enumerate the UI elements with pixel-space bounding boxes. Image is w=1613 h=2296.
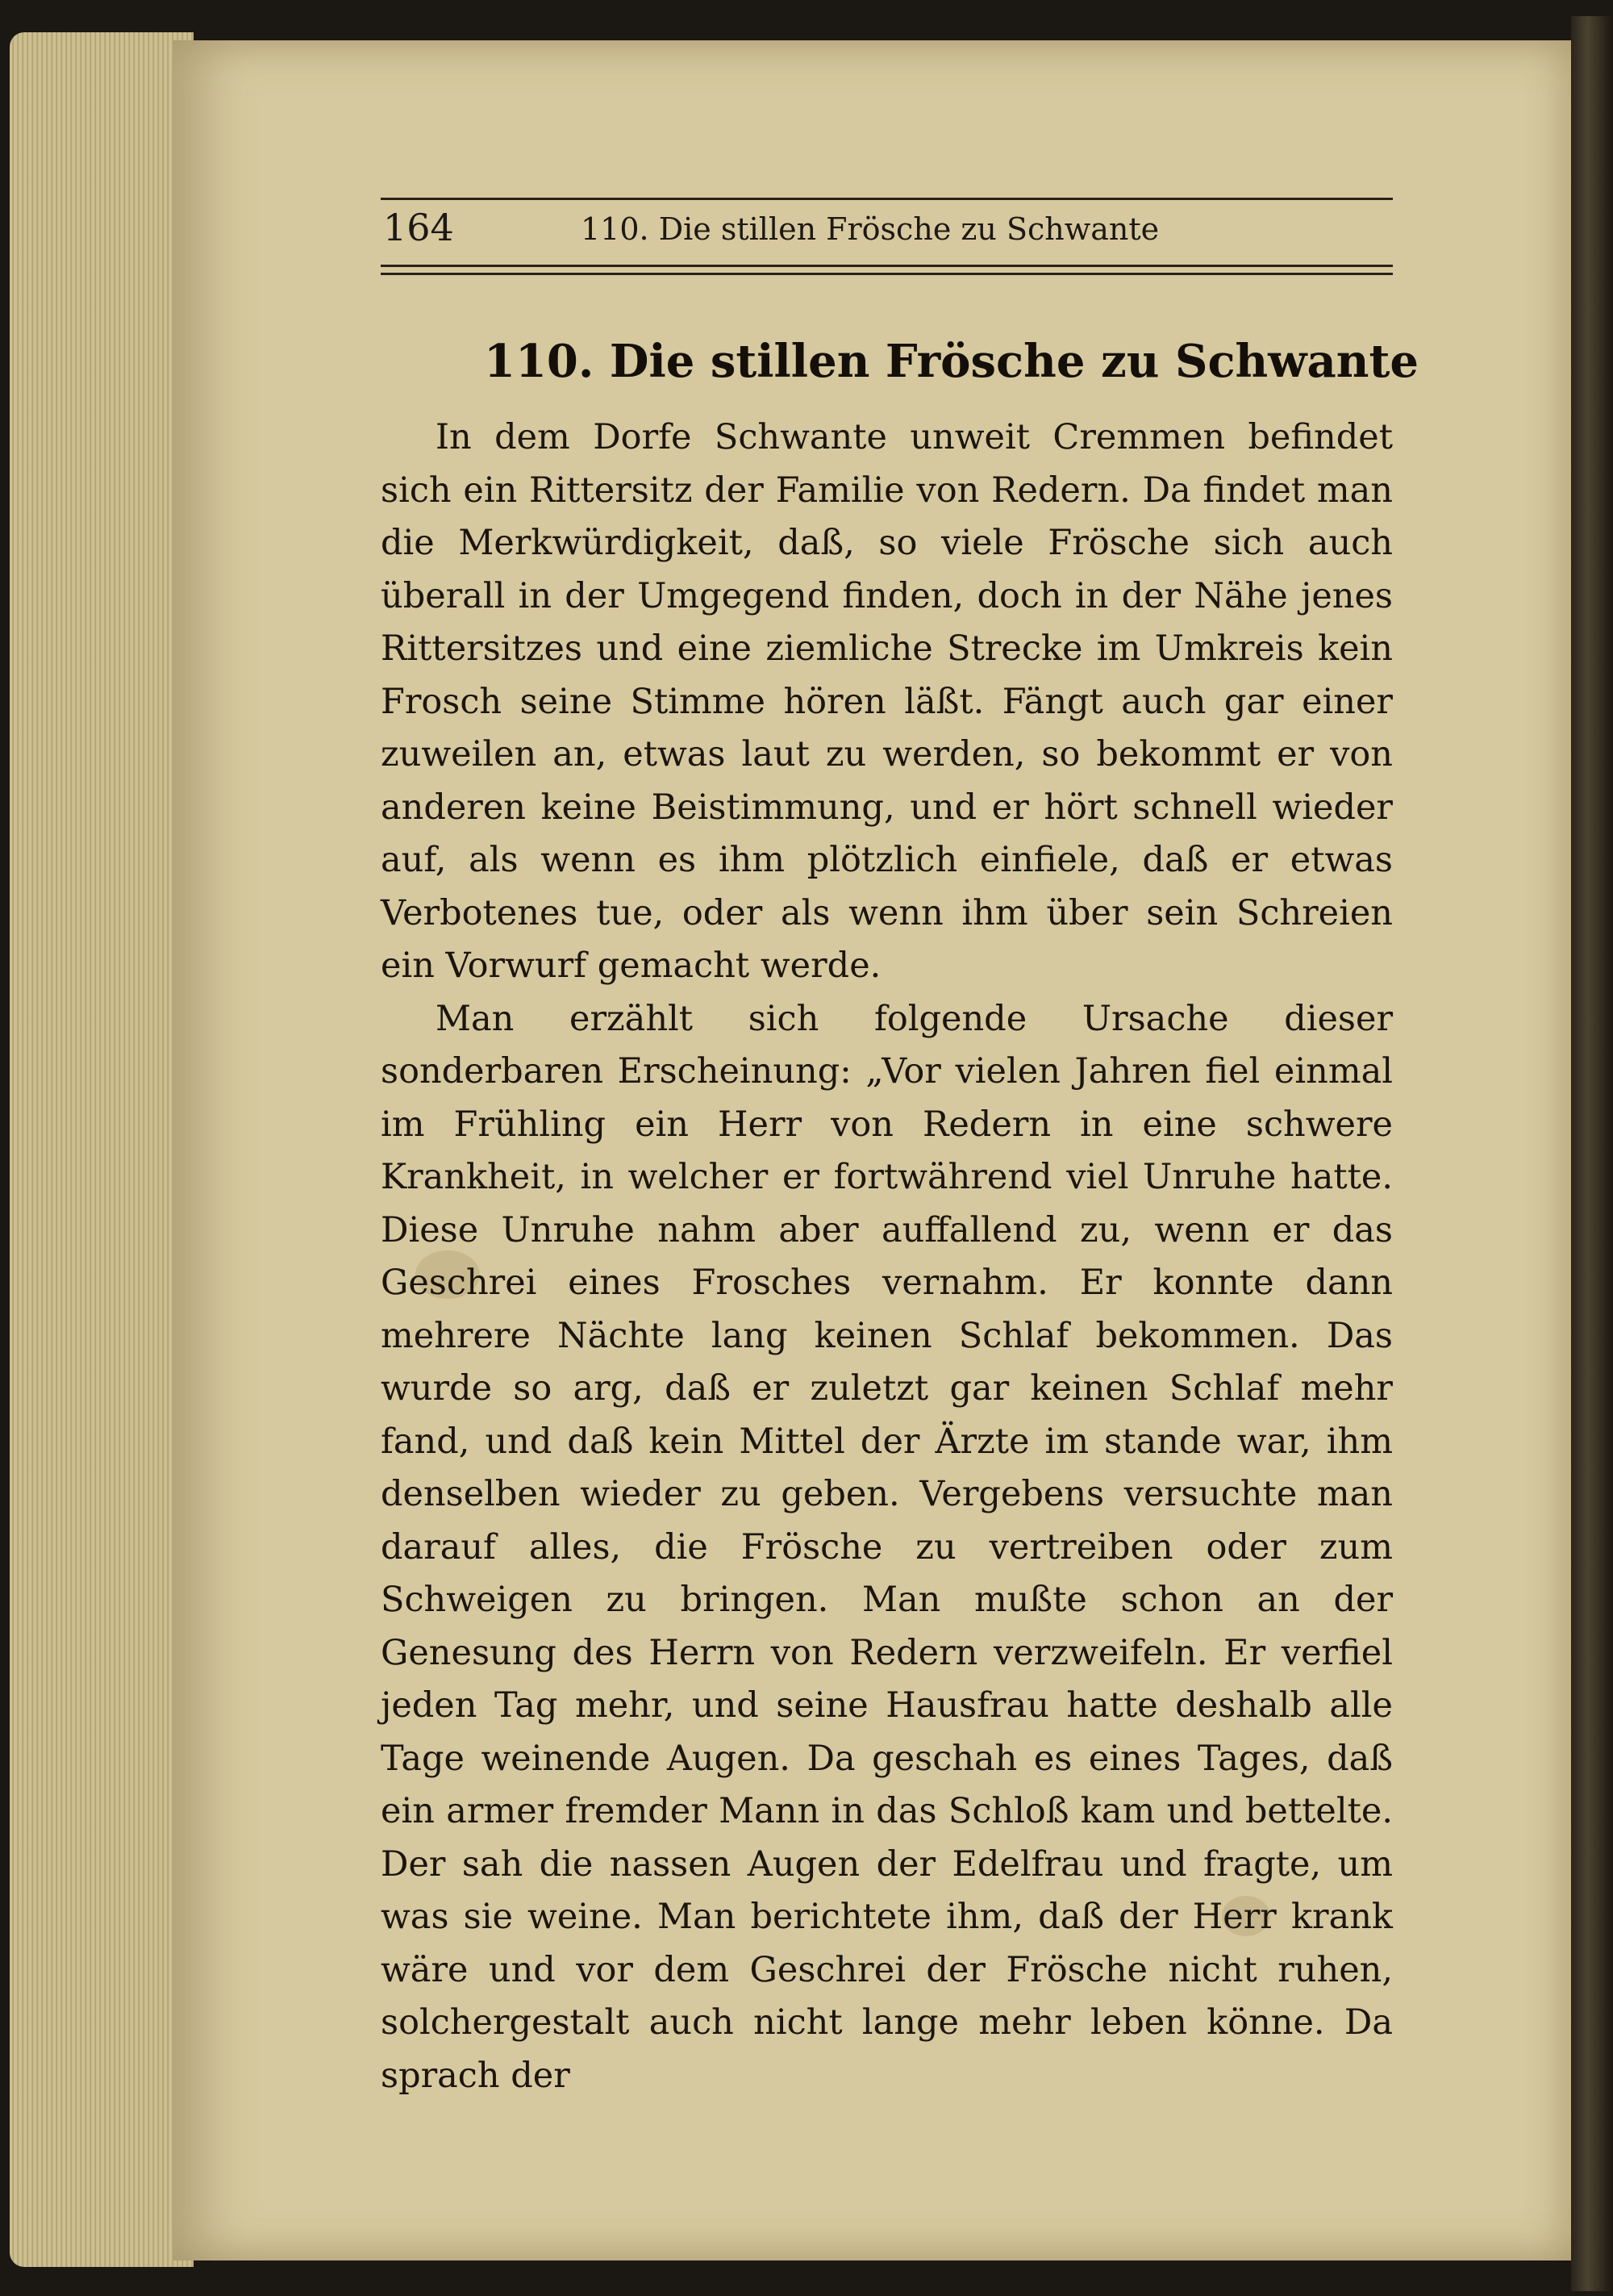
page-number: 164 xyxy=(383,206,454,249)
page-stack-edge xyxy=(10,32,194,2267)
header-rule xyxy=(381,273,1393,275)
header-rule xyxy=(381,265,1393,267)
header-rule xyxy=(381,198,1393,200)
chapter-title: 110. Die stillen Frösche zu Schwante xyxy=(484,335,1419,388)
body-text xyxy=(381,411,1393,2102)
paragraph: Man erzählt sich folgende Ursache dieser sonderbaren Erscheinung: „Vor vielen Jahren fiel einmal im Frühling ein Herr von Redern in eine schwere Krankheit, in welcher er fortwährend viel Unruhe hatte. Diese Unruhe nahm aber auffallend zu, wenn er das Geschrei eines Frosches vernahm. Er konnte dann mehrere Nächte lang keinen Schlaf bekommen. Das wurde so arg, daß er zuletzt gar keinen Schlaf mehr fand, und daß kein Mittel der Ärzte im stande war, ihm denselben wieder zu geben. Vergebens versuchte man darauf alles, die Frösche zu vertreiben oder zum Schweigen zu bringen. Man mußte schon an der Genesung des Herrn von Redern verzweifeln. Er verfiel jeden Tag mehr, und seine Hausfrau hatte deshalb alle Tage weinende Augen. Da geschah es eines Tages, daß ein armer fremder Mann in das Schloß kam und bettelte. Der sah die nassen Augen der Edelfrau und fragte, um was sie weine. Man berichtete ihm, daß der Herr krank wäre und vor dem Geschrei der Frösche nicht ruhen, solchergestalt auch nicht lange mehr leben könne. Da sprach der xyxy=(381,998,1393,2096)
next-page-edge xyxy=(1571,16,1613,2291)
paragraph: In dem Dorfe Schwante unweit Cremmen befindet sich ein Rittersitz der Familie von Redern. Da findet man die Merkwürdigkeit, daß, so viele Frösche sich auch überall in der Umgegend finden, doch in der Nähe jenes Rittersitzes und eine ziemliche Strecke im Umkreis kein Frosch seine Stimme hören läßt. Fängt auch gar einer zuweilen an, etwas laut zu werden, so bekommt er von anderen keine Beistimmung, und er hört schnell wieder auf, als wenn es ihm plötzlich einfiele, daß er etwas Verbotenes tue, oder als wenn ihm über sein Schreien ein Vorwurf gemacht werde. xyxy=(381,417,1393,986)
running-head: 110. Die stillen Frösche zu Schwante xyxy=(581,211,1160,247)
